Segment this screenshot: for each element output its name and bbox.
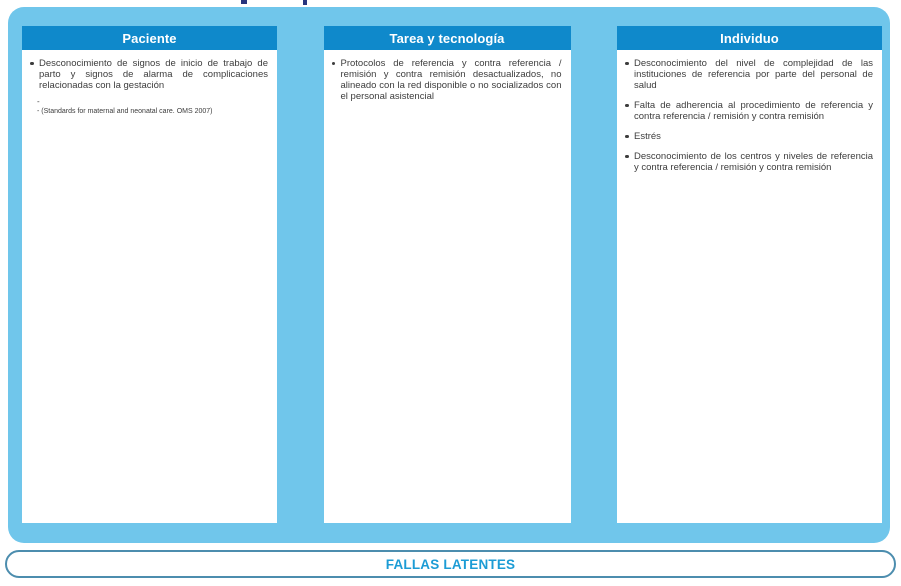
- list-item: [624, 58, 873, 91]
- note-dash: -: [37, 97, 40, 106]
- list-item-text: Estrés: [634, 131, 661, 142]
- bullet-icon: [625, 104, 629, 108]
- bullet-icon: [625, 62, 629, 66]
- column-individuo: [617, 26, 882, 523]
- column-body: [617, 50, 882, 182]
- list-item: [29, 58, 268, 91]
- list-item: [624, 131, 873, 142]
- column-tarea-tecnologia: [324, 26, 571, 523]
- banner-label: FALLAS LATENTES: [385, 556, 516, 572]
- cropped-text-remnant: [241, 0, 247, 4]
- list-item-text: Protocolos de referencia y contra referencia / remisión y contra remisión desactualizados, no alineado con la red disponible o no socializados con el personal asistencial: [340, 58, 562, 102]
- list-item-text: Falta de adherencia al procedimiento de referencia y contra referencia / remisión y contra remisión: [634, 100, 873, 122]
- column-title: Individuo: [617, 26, 882, 50]
- bullet-icon: [30, 62, 34, 66]
- list-item: [624, 151, 873, 173]
- cropped-text-remnant: [303, 0, 307, 5]
- column-paciente: [22, 26, 277, 523]
- citation-note: - (Standards for maternal and neonatal care. OMS 2007): [37, 108, 213, 115]
- list-item: [624, 100, 873, 122]
- column-title: Tarea y tecnología: [324, 26, 571, 50]
- column-body: [22, 50, 277, 116]
- column-title: Paciente: [22, 26, 277, 50]
- latent-failures-panel: [8, 7, 890, 543]
- list-item-text: Desconocimiento de los centros y niveles de referencia y contra referencia / remisión y contra remisión: [634, 151, 873, 173]
- list-item-text: Desconocimiento de signos de inicio de trabajo de parto y signos de alarma de complicaciones relacionadas con la gestación: [39, 58, 268, 91]
- fallas-latentes-banner: [5, 550, 896, 578]
- factor-columns: [22, 26, 882, 523]
- bullet-icon: [625, 155, 629, 159]
- bullet-icon: [332, 62, 336, 66]
- list-item-text: Desconocimiento del nivel de complejidad de las instituciones de referencia por parte del personal de salud: [634, 58, 873, 91]
- list-item: [331, 58, 562, 102]
- bullet-icon: [625, 135, 629, 139]
- column-body: [324, 50, 571, 111]
